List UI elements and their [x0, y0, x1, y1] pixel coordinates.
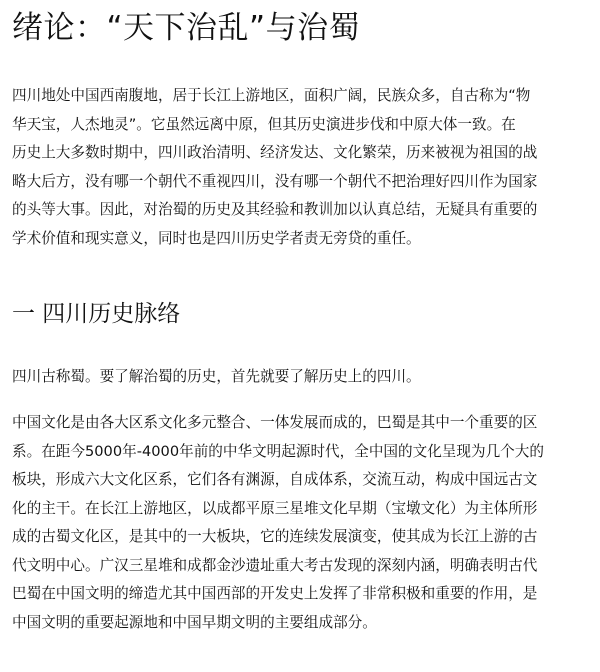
intro-paragraph [12, 82, 537, 253]
paragraph-line: 化的主干。在长江上游地区，以成都平原三星堆文化早期（宝墩文化）为主体所形 [12, 499, 538, 517]
culture-paragraph [12, 409, 544, 637]
paragraph-line: 巴蜀在中国文明的缔造尤其中国西部的开发史上发挥了非常积极和重要的作用，是 [12, 585, 538, 602]
paragraph-line: 成的古蜀文化区，是其中的一大板块，它的连续发展演变，使其成为长江上游的古 [12, 528, 538, 545]
paragraph-line: 学术价值和现实意义，同时也是四川历史学者责无旁贷的重任。 [12, 229, 421, 247]
paragraph-line: 中国文化是由各大区系文化多元整合、一体发展而成的，巴蜀是其中一个重要的区 [12, 414, 538, 431]
paragraph-line: 的头等大事。因此，对治蜀的历史及其经验和教训加以认真总结，无疑具有重要的 [12, 201, 538, 218]
paragraph-line: 代文明中心。广汉三星堆和成都金沙遗址重大考古发现的深刻内涵，明确表明古代 [12, 556, 538, 574]
page-title: 绪论：“天下治乱”与治蜀 [12, 10, 361, 46]
paragraph-line: 四川古称蜀。要了解治蜀的历史，首先就要了解历史上的四川。 [12, 368, 421, 385]
section-heading: 一 四川历史脉络 [12, 301, 181, 327]
paragraph-line: 系。在距今5000年-4000年前的中华文明起源时代，全中国的文化呈现为几个大的 [12, 442, 544, 460]
short-paragraph [12, 363, 421, 392]
paragraph-line: 中国文明的重要起源地和中国早期文明的主要组成部分。 [12, 613, 377, 631]
paragraph-line: 略大后方，没有哪一个朝代不重视四川，没有哪一个朝代不把治理好四川作为国家 [12, 172, 538, 190]
paragraph-line: 板块，形成六大文化区系，它们各有渊源，自成体系，交流互动，构成中国远古文 [12, 471, 538, 488]
paragraph-line: 华天宝，人杰地灵”。它虽然远离中原，但其历史演进步伐和中原大体一致。在 [12, 115, 516, 133]
paragraph-line: 历史上大多数时期中，四川政治清明、经济发达、文化繁荣，历来被视为祖国的战 [12, 144, 538, 161]
paragraph-line: 四川地处中国西南腹地，居于长江上游地区，面积广阔，民族众多，自古称为“物 [12, 87, 531, 104]
